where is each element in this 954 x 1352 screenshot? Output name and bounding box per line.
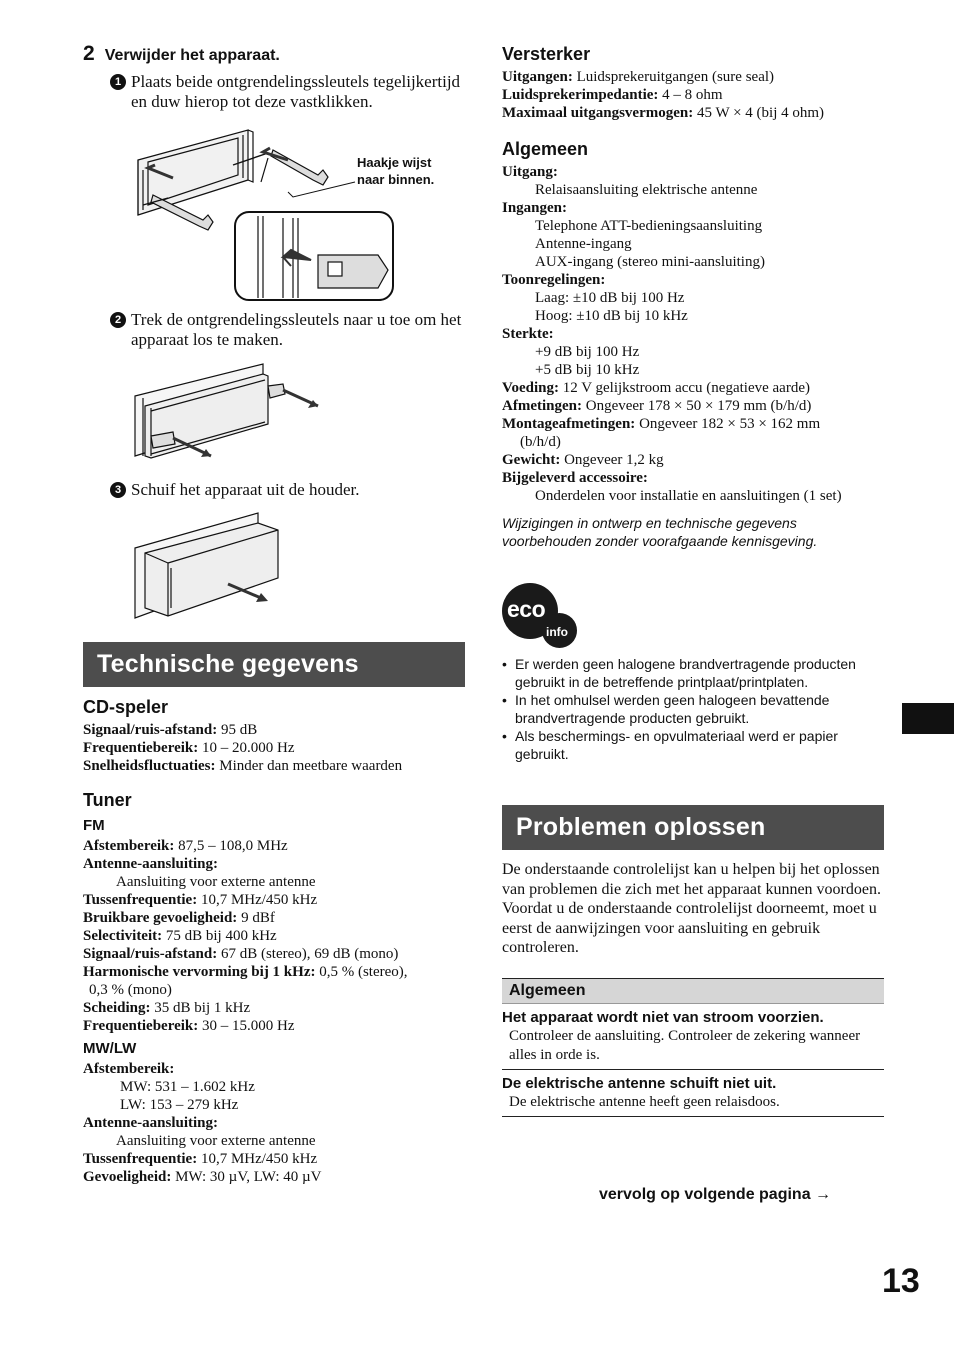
versterker-heading: Versterker	[502, 44, 591, 64]
spec-sub: +9 dB bij 100 Hz	[535, 344, 640, 360]
bullet-item: • Er werden geen halogene brandvertragende producten gebruikt in de betreffende printplaat/printplaten.	[502, 655, 884, 691]
eco-text: eco	[507, 596, 546, 622]
mwlw-heading: MW/LW	[83, 1040, 137, 1057]
trouble-remedy: Controleer de aansluiting. Controleer de zekering wanneer alles in orde is.	[509, 1027, 861, 1063]
callout-line-1: Haakje wijst	[357, 155, 432, 170]
spec-row: Selectiviteit: 75 dB bij 400 kHz	[83, 928, 277, 944]
bullet-item: • In het omhulsel werden geen halogeen bevattende brandvertragende producten gebruikt.	[502, 691, 884, 727]
substep-1	[83, 72, 465, 112]
bullet-item: • Als beschermings- en opvulmateriaal werd er papier gebruikt.	[502, 727, 884, 763]
spec-row: Bijgeleverd accessoire:	[502, 470, 648, 486]
spec-row: Montageafmetingen: Ongeveer 182 × 53 × 162 mm	[502, 416, 821, 432]
cd-specs	[83, 721, 465, 775]
illustration-slide-out	[133, 508, 465, 628]
spec-row: Frequentiebereik: 10 – 20.000 Hz	[83, 740, 295, 756]
spec-sub: Aansluiting voor externe antenne	[116, 874, 316, 890]
right-column	[502, 40, 884, 1117]
substep-number: 1	[110, 74, 126, 90]
spec-sub: Antenne-ingang	[535, 236, 632, 252]
tuner-heading: Tuner	[83, 790, 132, 810]
continue-next-page: vervolg op volgende pagina →	[599, 1186, 832, 1203]
spec-row: Frequentiebereik: 30 – 15.000 Hz	[83, 1018, 295, 1034]
spec-row: Gewicht: Ongeveer 1,2 kg	[502, 452, 664, 468]
callout-line-2: naar binnen.	[357, 172, 435, 187]
spec-row: Afmetingen: Ongeveer 178 × 50 × 179 mm (b/h/d)	[502, 398, 812, 414]
spec-row: Luidsprekerimpedantie: 4 – 8 ohm	[502, 87, 723, 103]
trouble-remedy: De elektrische antenne heeft geen relaisdoos.	[509, 1093, 780, 1110]
pull-keys-drawing	[133, 356, 333, 476]
spec-row: Tussenfrequentie: 10,7 MHz/450 kHz	[83, 892, 318, 908]
spec-row: Signaal/ruis-afstand: 67 dB (stereo), 69 dB (mono)	[83, 946, 399, 962]
illustration-insert-keys	[133, 120, 465, 302]
spec-row: Voeding: 12 V gelijkstroom accu (negatieve aarde)	[502, 380, 810, 396]
substep-2	[83, 310, 465, 350]
spec-row: Snelheidsfluctuaties: Minder dan meetbare waarden	[83, 758, 403, 774]
section-title-problemen-oplossen: Problemen oplossen	[502, 805, 884, 850]
spec-row: Afstembereik:	[83, 1061, 175, 1077]
trouble-symptom: Het apparaat wordt niet van stroom voorzien.	[502, 1008, 824, 1026]
spec-row: Ingangen:	[502, 200, 568, 216]
spec-sub: Relaisaansluiting elektrische antenne	[535, 182, 758, 198]
spec-sub: 0,3 % (mono)	[89, 982, 172, 998]
callout-label	[357, 154, 434, 188]
spec-sub: MW: 531 – 1.602 kHz	[120, 1079, 255, 1095]
algemeen-heading: Algemeen	[502, 139, 589, 159]
spec-sub: Aansluiting voor externe antenne	[116, 1133, 316, 1149]
substep-number: 2	[110, 312, 126, 328]
slide-out-drawing	[133, 508, 293, 626]
spec-sub: Onderdelen voor installatie en aansluitingen (1 set)	[535, 488, 842, 504]
trouble-symptom: De elektrische antenne schuift niet uit.	[502, 1074, 777, 1092]
spec-row: Tussenfrequentie: 10,7 MHz/450 kHz	[83, 1151, 318, 1167]
cd-speler-heading: CD-speler	[83, 697, 169, 717]
eco-info-logo	[502, 583, 582, 653]
spec-row: Antenne-aansluiting:	[83, 1115, 219, 1131]
mwlw-specs	[83, 1060, 465, 1186]
page-number: 13	[882, 1262, 920, 1300]
info-text: info	[546, 625, 568, 639]
side-tab-marker	[902, 703, 954, 734]
specs-disclaimer: Wijzigingen in ontwerp en technische gegevens voorbehouden zonder voorafgaande kennisgeving.	[502, 515, 818, 549]
algemeen-specs	[502, 163, 884, 505]
spec-row: Sterkte:	[502, 326, 554, 342]
illustration-pull-keys	[133, 356, 465, 476]
spec-row: Maximaal uitgangsvermogen: 45 W × 4 (bij 4 ohm)	[502, 105, 825, 121]
table-heading: Algemeen	[502, 978, 884, 1004]
spec-sub: Telephone ATT-bedieningsaansluiting	[535, 218, 763, 234]
spec-row: Uitgangen: Luidsprekeruitgangen (sure seal)	[502, 69, 775, 85]
spec-sub: LW: 153 – 279 kHz	[120, 1097, 239, 1113]
spec-sub: +5 dB bij 10 kHz	[535, 362, 640, 378]
spec-sub: (b/h/d)	[520, 434, 561, 450]
substep-text: Plaats beide ontgrendelingssleutels tegelijkertijd en duw hierop tot deze vastklikken.	[131, 72, 461, 111]
spec-sub: Laag: ±10 dB bij 100 Hz	[535, 290, 685, 306]
left-column	[83, 40, 465, 1186]
spec-row: Gevoeligheid: MW: 30 µV, LW: 40 µV	[83, 1169, 322, 1185]
spec-row: Scheiding: 35 dB bij 1 kHz	[83, 1000, 251, 1016]
spec-row: Harmonische vervorming bij 1 kHz: 0,5 % (stereo),	[83, 964, 408, 980]
spec-row: Antenne-aansluiting:	[83, 856, 219, 872]
intro-paragraph-1: De onderstaande controlelijst kan u helpen bij het oplossen van problemen die zich met het apparaat kunnen voordoen.	[502, 861, 881, 898]
spec-row: Afstembereik: 87,5 – 108,0 MHz	[83, 838, 288, 854]
versterker-specs	[502, 68, 884, 122]
intro-paragraph-2: Voordat u de onderstaande controlelijst doorneemt, moet u eerst de aanwijzingen voor aansluiting en gebruik controleren.	[502, 900, 877, 956]
substep-3	[83, 480, 465, 500]
step-heading	[83, 42, 465, 66]
step-number: 2	[83, 42, 95, 65]
spec-sub: AUX-ingang (stereo mini-aansluiting)	[535, 254, 765, 270]
trouble-row	[502, 1004, 884, 1070]
insert-keys-drawing	[133, 120, 465, 302]
section-title-technische-gegevens: Technische gegevens	[83, 642, 465, 687]
fm-heading: FM	[83, 817, 105, 834]
fm-specs	[83, 837, 465, 1035]
trouble-row	[502, 1070, 884, 1117]
eco-bullets	[502, 655, 884, 763]
substep-text: Schuif het apparaat uit de houder.	[131, 480, 360, 499]
troubleshoot-table	[502, 978, 884, 1117]
substep-text: Trek de ontgrendelingssleutels naar u toe om het apparaat los te maken.	[131, 310, 462, 349]
spec-row: Bruikbare gevoeligheid: 9 dBf	[83, 910, 275, 926]
step-title: Verwijder het apparaat.	[104, 47, 280, 64]
spec-row: Toonregelingen:	[502, 272, 606, 288]
troubleshoot-intro	[502, 860, 884, 958]
substep-number: 3	[110, 482, 126, 498]
spec-sub: Hoog: ±10 dB bij 10 kHz	[535, 308, 688, 324]
spec-row: Uitgang:	[502, 164, 558, 180]
spec-row: Signaal/ruis-afstand: 95 dB	[83, 722, 258, 738]
